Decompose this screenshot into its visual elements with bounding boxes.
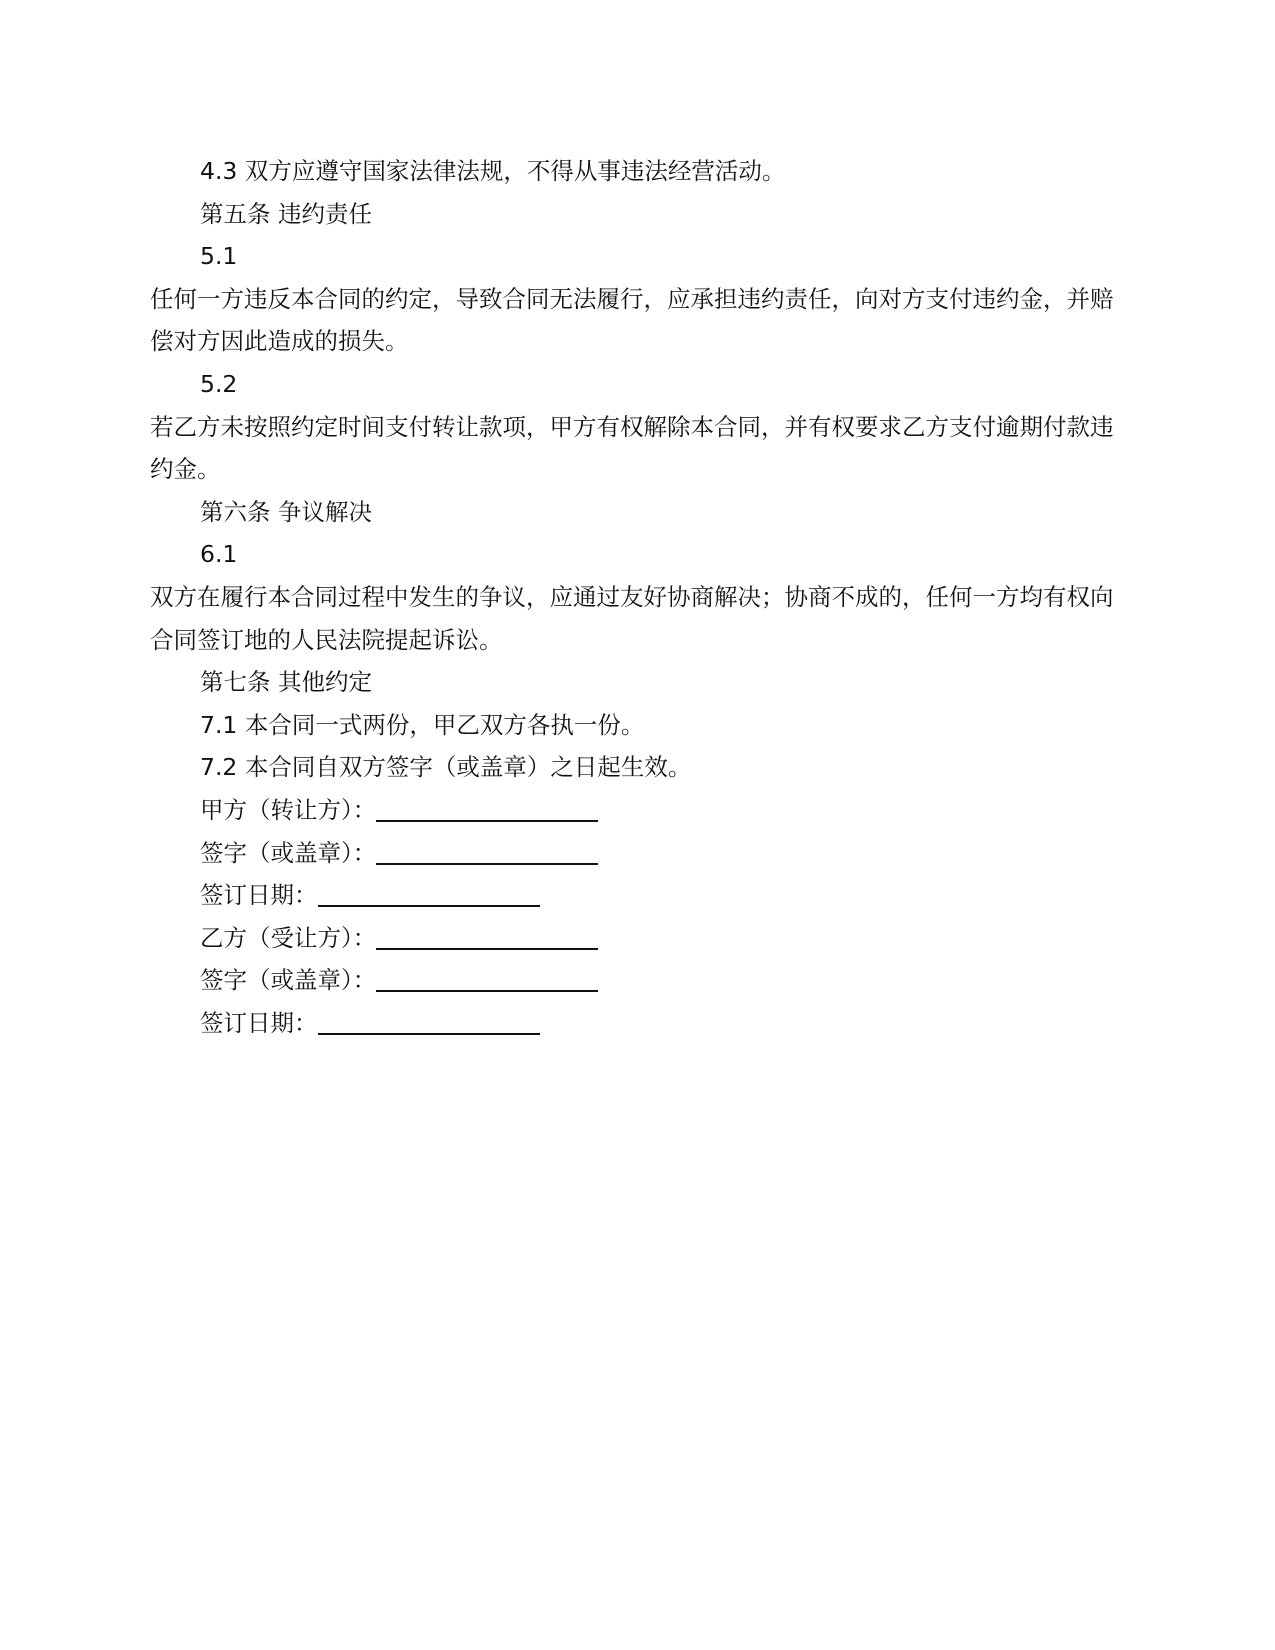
party-a-signature-row: [150, 789, 1130, 832]
party-a-date-label: 签订日期：: [200, 881, 318, 910]
article-6-heading: 第六条 争议解决: [200, 497, 372, 526]
article-5-heading: 第五条 违约责任: [200, 199, 372, 228]
party-a-date-blank-line[interactable]: [318, 905, 540, 907]
party-b-date-label: 签订日期：: [200, 1008, 318, 1037]
party-a-blank-line[interactable]: [376, 820, 598, 822]
party-b-label: 乙方（受让方）：: [200, 923, 377, 952]
clause-6-1-number: 6.1: [200, 540, 238, 569]
party-b-date-row: [150, 1002, 1130, 1045]
clause-5-1-text: 任何一方违反本合同的约定，导致合同无法履行，应承担违约责任，向对方支付违约金，并赔偿对方因此造成的损失。: [150, 284, 1114, 356]
document-body: [150, 150, 1130, 1044]
party-a-date-row: [150, 874, 1130, 917]
party-b-seal-label: 签字（或盖章）：: [200, 966, 377, 995]
clause-4-3: 4.3 双方应遵守国家法律法规，不得从事违法经营活动。: [200, 157, 786, 185]
clause-5-2-text: 若乙方未按照约定时间支付转让款项，甲方有权解除本合同，并有权要求乙方支付逾期付款违约金。: [150, 412, 1114, 484]
clause-7-1: 7.1 本合同一式两份，甲乙双方各执一份。: [200, 710, 645, 739]
party-a-seal-row: [150, 832, 1130, 875]
party-b-date-blank-line[interactable]: [318, 1033, 540, 1035]
clause-5-1-number: 5.1: [200, 242, 238, 271]
party-b-seal-blank-line[interactable]: [376, 990, 598, 992]
party-a-seal-label: 签字（或盖章）：: [200, 838, 377, 867]
clause-7-2: 7.2 本合同自双方签字（或盖章）之日起生效。: [200, 753, 692, 782]
party-b-signature-row: [150, 917, 1130, 960]
party-a-seal-blank-line[interactable]: [376, 863, 598, 865]
party-b-blank-line[interactable]: [376, 948, 598, 950]
article-7-heading: 第七条 其他约定: [200, 668, 372, 697]
clause-5-2-number: 5.2: [200, 369, 238, 398]
party-a-label: 甲方（转让方）：: [200, 795, 377, 824]
clause-6-1-text: 双方在履行本合同过程中发生的争议，应通过友好协商解决；协商不成的，任何一方均有权向合同签订地的人民法院提起诉讼。: [150, 582, 1114, 654]
party-b-seal-row: [150, 959, 1130, 1002]
